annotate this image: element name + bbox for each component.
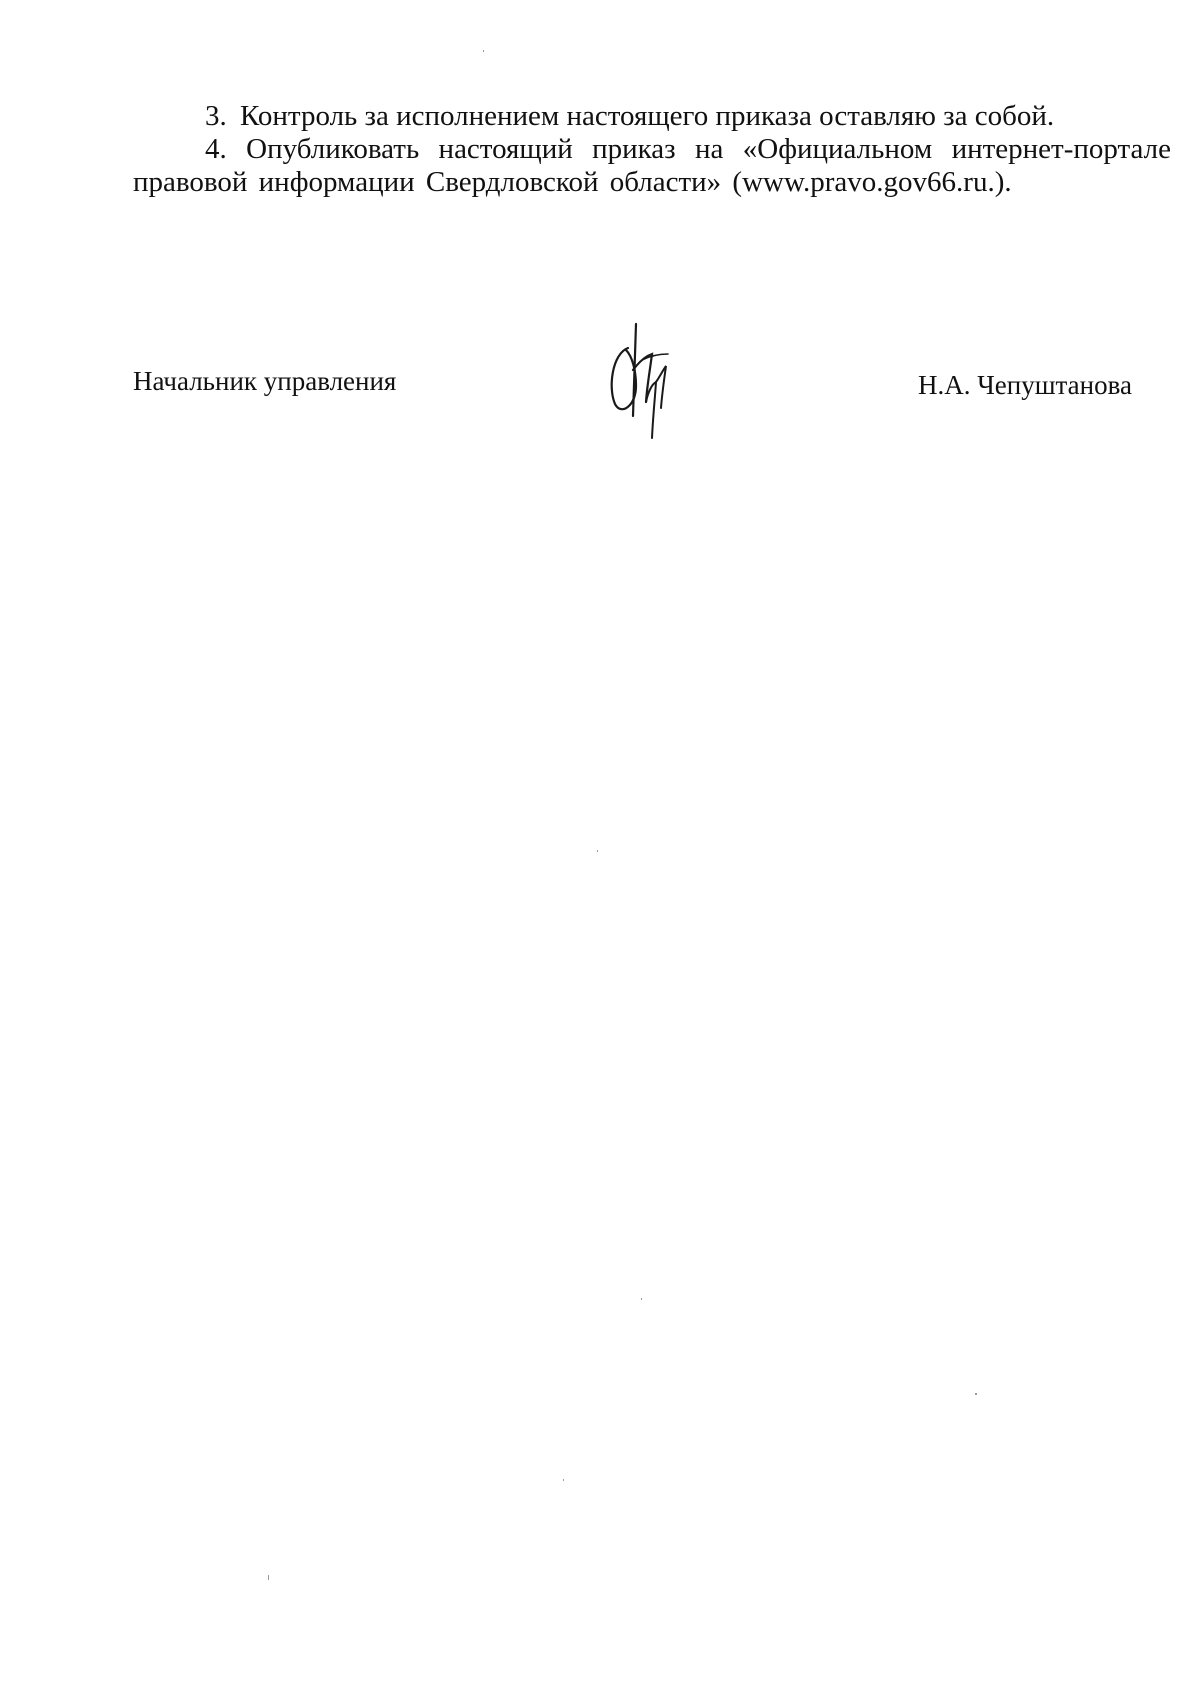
signature-block [0, 320, 1200, 450]
paragraph-3 [133, 100, 1171, 133]
paragraph-number: 4. [205, 133, 227, 165]
paragraph-text: Опубликовать настоящий приказ на «Официальном интернет-портале правовой информации Свердловской области» (www.pravo.gov66.ru.). [133, 133, 1172, 198]
paragraph-4 [133, 133, 1171, 199]
handwritten-signature-icon [606, 320, 676, 440]
signatory-name: Н.А. Чепуштанова [918, 370, 1132, 400]
scan-speck [597, 850, 598, 852]
signatory-position: Начальник управления [133, 366, 397, 396]
paragraph-text: Контроль за исполнением настоящего приказа оставляю за собой. [240, 100, 1055, 132]
scan-speck [268, 1575, 269, 1580]
scan-speck [483, 50, 484, 52]
scan-speck [563, 1479, 564, 1481]
document-body [133, 100, 1171, 199]
paragraph-number: 3. [205, 100, 227, 132]
scan-speck [975, 1393, 977, 1395]
scan-speck [641, 1298, 642, 1300]
